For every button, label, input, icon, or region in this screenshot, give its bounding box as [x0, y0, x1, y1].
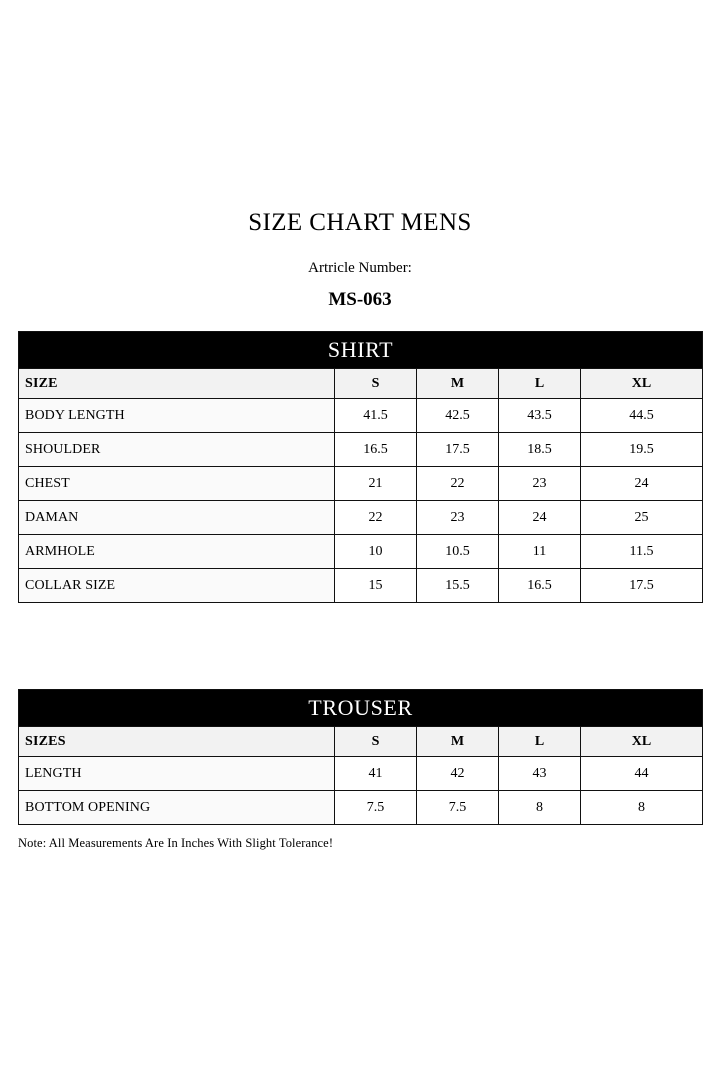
row-label: LENGTH [19, 757, 335, 791]
shirt-header-m: M [417, 369, 499, 399]
row-value-l: 11 [499, 535, 581, 569]
row-value-xl: 25 [581, 501, 703, 535]
row-label: COLLAR SIZE [19, 569, 335, 603]
measurement-note: Note: All Measurements Are In Inches With Slight Tolerance! [18, 836, 334, 850]
row-value-m: 15.5 [417, 569, 499, 603]
row-value-l: 18.5 [499, 433, 581, 467]
row-value-xl: 17.5 [581, 569, 703, 603]
trouser-banner: TROUSER [19, 690, 703, 727]
shirt-table-container [18, 309, 702, 603]
trouser-table-container [18, 603, 702, 825]
row-value-s: 41 [335, 757, 417, 791]
row-value-s: 21 [335, 467, 417, 501]
row-value-l: 43 [499, 757, 581, 791]
row-value-m: 10.5 [417, 535, 499, 569]
table-row [19, 467, 703, 501]
shirt-size-table [18, 331, 703, 603]
row-value-m: 23 [417, 501, 499, 535]
article-number-value: MS-063 [328, 289, 392, 310]
trouser-header-s: S [335, 727, 417, 757]
shirt-header-l: L [499, 369, 581, 399]
shirt-header-xl: XL [581, 369, 703, 399]
row-value-xl: 24 [581, 467, 703, 501]
trouser-header-sizes: SIZES [19, 727, 335, 757]
table-row [19, 501, 703, 535]
shirt-header-s: S [335, 369, 417, 399]
trouser-size-table [18, 689, 703, 825]
trouser-header-l: L [499, 727, 581, 757]
row-value-s: 15 [335, 569, 417, 603]
table-row [19, 757, 703, 791]
trouser-header-row [19, 727, 703, 757]
shirt-banner: SHIRT [19, 332, 703, 369]
row-label: DAMAN [19, 501, 335, 535]
table-row [19, 433, 703, 467]
row-value-m: 17.5 [417, 433, 499, 467]
row-label: BODY LENGTH [19, 399, 335, 433]
row-label: SHOULDER [19, 433, 335, 467]
table-row [19, 569, 703, 603]
row-value-xl: 44.5 [581, 399, 703, 433]
page-title: SIZE CHART MENS [248, 209, 472, 236]
row-value-m: 42 [417, 757, 499, 791]
trouser-banner-row [19, 690, 703, 727]
table-row [19, 399, 703, 433]
table-row [19, 791, 703, 825]
article-number-label: Artricle Number: [308, 260, 412, 276]
row-value-s: 22 [335, 501, 417, 535]
row-value-s: 7.5 [335, 791, 417, 825]
row-value-l: 16.5 [499, 569, 581, 603]
row-value-m: 42.5 [417, 399, 499, 433]
row-label: BOTTOM OPENING [19, 791, 335, 825]
row-value-xl: 44 [581, 757, 703, 791]
row-label: ARMHOLE [19, 535, 335, 569]
trouser-header-m: M [417, 727, 499, 757]
table-row [19, 535, 703, 569]
row-value-m: 22 [417, 467, 499, 501]
row-value-l: 23 [499, 467, 581, 501]
row-value-l: 24 [499, 501, 581, 535]
row-value-m: 7.5 [417, 791, 499, 825]
row-value-xl: 8 [581, 791, 703, 825]
row-label: CHEST [19, 467, 335, 501]
shirt-header-size: SIZE [19, 369, 335, 399]
row-value-l: 8 [499, 791, 581, 825]
trouser-header-xl: XL [581, 727, 703, 757]
row-value-l: 43.5 [499, 399, 581, 433]
row-value-s: 10 [335, 535, 417, 569]
row-value-xl: 19.5 [581, 433, 703, 467]
row-value-s: 16.5 [335, 433, 417, 467]
row-value-s: 41.5 [335, 399, 417, 433]
shirt-banner-row [19, 332, 703, 369]
row-value-xl: 11.5 [581, 535, 703, 569]
shirt-header-row [19, 369, 703, 399]
